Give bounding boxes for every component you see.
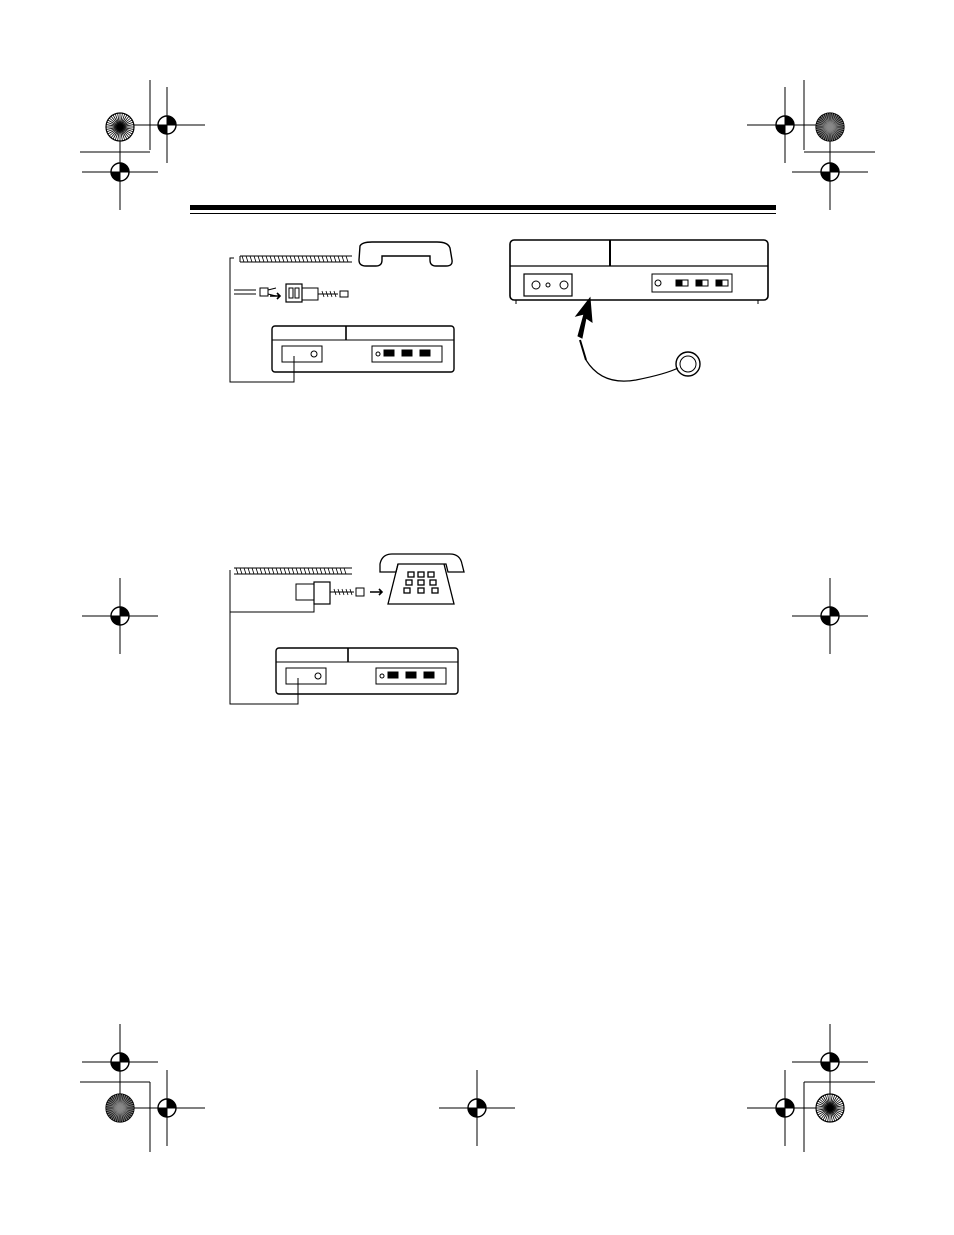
recorder-unit-large: [510, 240, 768, 304]
modular-adapter: [296, 582, 382, 604]
arrow-icon: [370, 589, 382, 595]
header-rule: [190, 205, 776, 214]
figure-microphone-connection: [506, 236, 774, 396]
crosshair-registration-icon: [792, 134, 868, 210]
crosshair-registration-icon: [129, 87, 205, 163]
crosshair-registration-icon: [129, 1070, 205, 1146]
arrow-icon: [576, 298, 592, 338]
modular-adapter: [260, 284, 348, 302]
starburst-wheel-icon: [816, 113, 844, 141]
crosshair-registration-icon: [792, 1024, 868, 1100]
figure-handset-connection: [222, 236, 472, 386]
crosshair-registration-icon: [82, 1024, 158, 1100]
starburst-wheel-icon: [106, 113, 134, 141]
crosshair-registration-icon: [747, 87, 823, 163]
recorder-unit-small: [276, 648, 458, 694]
figure-desk-phone-connection: [222, 548, 472, 708]
arrow-icon: [270, 293, 280, 299]
coiled-cord: [234, 568, 352, 574]
crosshair-registration-icon: [792, 578, 868, 654]
crosshair-registration-icon: [439, 1070, 515, 1146]
desk-phone-icon: [380, 554, 464, 604]
crosshair-registration-icon: [82, 134, 158, 210]
handset-icon: [359, 242, 452, 266]
starburst-wheel-icon: [816, 1094, 844, 1122]
recorder-unit-small: [272, 326, 454, 372]
crosshair-registration-icon: [82, 578, 158, 654]
crosshair-registration-icon: [747, 1070, 823, 1146]
starburst-wheel-icon: [106, 1094, 134, 1122]
header-rule-thin: [190, 213, 776, 214]
coiled-cord: [240, 256, 352, 262]
microphone-icon: [580, 340, 700, 381]
